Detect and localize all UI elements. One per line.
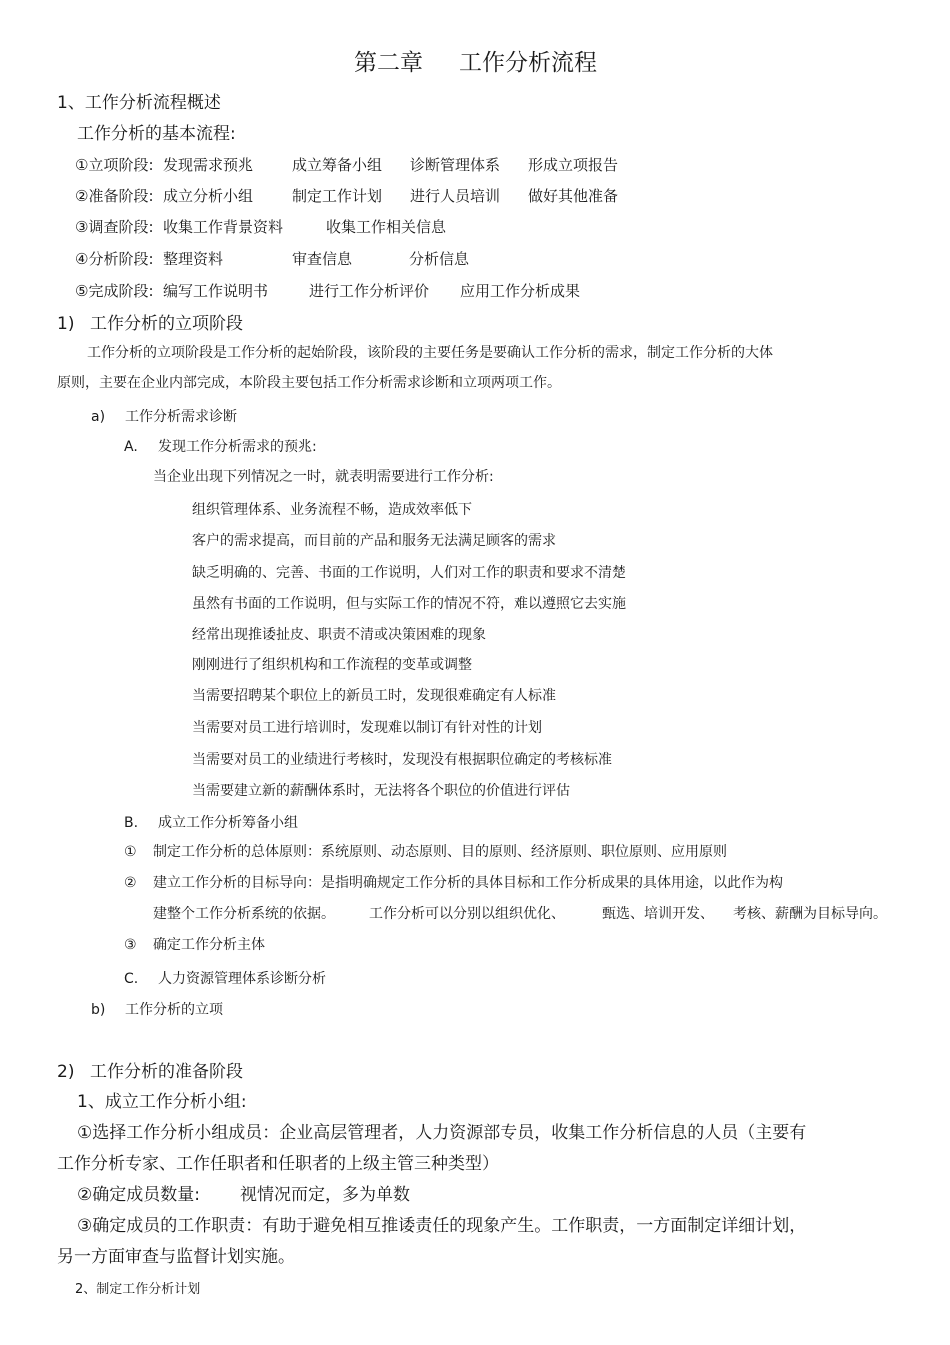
intro-paragraph-line: 原则，主要在企业内部完成，本阶段主要包括工作分析需求诊断和立项两项工作。 xyxy=(57,375,561,391)
stage-step: 整理资料 xyxy=(163,250,224,268)
list-marker: ③ xyxy=(124,937,137,953)
symptom-item: 当需要招聘某个职位上的新员工时，发现很难确定有人标准 xyxy=(192,688,556,704)
stage-label: ②准备阶段: xyxy=(75,187,154,205)
chapter-number: 第二章 xyxy=(354,50,423,76)
part-marker: 2) xyxy=(57,1062,75,1082)
symptom-item: 客户的需求提高，而目前的产品和服务无法满足顾客的需求 xyxy=(192,533,556,549)
stage-step: 进行工作分析评价 xyxy=(309,282,430,300)
stage-step: 发现需求预兆 xyxy=(163,156,254,174)
intro-paragraph-line: 工作分析的立项阶段是工作分析的起始阶段，该阶段的主要任务是要确认工作分析的需求，制定工作分析的大体 xyxy=(87,345,773,361)
stage-label: ③调查阶段: xyxy=(75,218,154,236)
stage-step: 审查信息 xyxy=(292,250,353,268)
part-marker: 1) xyxy=(57,314,75,334)
list-item-continuation: 建整个工作分析系统的依据。 xyxy=(153,906,335,922)
list-marker: C. xyxy=(124,971,139,987)
lead-sentence: 当企业出现下列情况之一时，就表明需要进行工作分析: xyxy=(153,469,494,485)
stage-step: 形成立项报告 xyxy=(528,156,619,174)
subsection-heading: 1、成立工作分析小组: xyxy=(77,1092,247,1112)
stage-step: 成立分析小组 xyxy=(163,187,254,205)
symptom-item: 当需要对员工的业绩进行考核时，发现没有根据职位确定的考核标准 xyxy=(192,752,612,768)
stage-step: 应用工作分析成果 xyxy=(460,282,581,300)
body-paragraph-line: ①选择工作分析小组成员：企业高层管理者，人力资源部专员，收集工作分析信息的人员（主要有 xyxy=(77,1123,807,1143)
list-marker: b) xyxy=(91,1002,106,1018)
stage-step: 制定工作计划 xyxy=(292,187,383,205)
list-item-continuation: 甄选、培训开发、 xyxy=(602,906,714,922)
basic-flow-label: 工作分析的基本流程: xyxy=(77,124,236,144)
list-marker: A. xyxy=(124,439,138,455)
stage-step: 编写工作说明书 xyxy=(163,282,269,300)
body-paragraph-line: ③确定成员的工作职责：有助于避免相互推诿责任的现象产生。工作职责，一方面制定详细计划， xyxy=(77,1216,807,1236)
list-marker: ② xyxy=(124,875,137,891)
stage-label: ①立项阶段: xyxy=(75,156,154,174)
body-paragraph-label: ②确定成员数量: xyxy=(77,1185,200,1205)
body-paragraph-line: 工作分析专家、工作任职者和任职者的上级主管三种类型） xyxy=(57,1154,499,1174)
symptom-item: 缺乏明确的、完善、书面的工作说明，人们对工作的职责和要求不清楚 xyxy=(192,565,626,581)
list-item-text: 成立工作分析筹备小组 xyxy=(158,815,298,831)
stage-label: ⑤完成阶段: xyxy=(75,282,154,300)
stage-step: 进行人员培训 xyxy=(410,187,501,205)
stage-step: 收集工作相关信息 xyxy=(326,218,447,236)
chapter-name: 工作分析流程 xyxy=(459,50,597,76)
stage-step: 收集工作背景资料 xyxy=(163,218,284,236)
symptom-item: 当需要建立新的薪酬体系时，无法将各个职位的价值进行评估 xyxy=(192,783,570,799)
body-paragraph-line: 视情况而定，多为单数 xyxy=(240,1185,410,1205)
part-heading: 工作分析的立项阶段 xyxy=(90,314,243,334)
list-item-text: 确定工作分析主体 xyxy=(153,937,265,953)
list-marker: B. xyxy=(124,815,139,831)
subsection-heading: 2、制定工作分析计划 xyxy=(75,1282,201,1297)
list-item-text: 建立工作分析的目标导向：是指明确规定工作分析的具体目标和工作分析成果的具体用途，以此作为构 xyxy=(153,875,783,891)
stage-label: ④分析阶段: xyxy=(75,250,154,268)
part-heading: 工作分析的准备阶段 xyxy=(90,1062,243,1082)
stage-step: 成立筹备小组 xyxy=(292,156,383,174)
symptom-item: 当需要对员工进行培训时，发现难以制订有针对性的计划 xyxy=(192,720,542,736)
list-marker: a) xyxy=(91,409,106,425)
section-heading: 1、工作分析流程概述 xyxy=(57,93,221,113)
symptom-item: 刚刚进行了组织机构和工作流程的变革或调整 xyxy=(192,657,472,673)
stage-step: 诊断管理体系 xyxy=(410,156,501,174)
symptom-item: 经常出现推诿扯皮、职责不清或决策困难的现象 xyxy=(192,627,486,643)
list-item-text: 人力资源管理体系诊断分析 xyxy=(158,971,326,987)
list-marker: ① xyxy=(124,844,137,860)
stage-step: 分析信息 xyxy=(409,250,470,268)
chapter-title xyxy=(354,52,597,75)
symptom-item: 虽然有书面的工作说明，但与实际工作的情况不符，难以遵照它去实施 xyxy=(192,596,626,612)
list-item-continuation: 考核、薪酬为目标导向。 xyxy=(733,906,887,922)
symptom-item: 组织管理体系、业务流程不畅，造成效率低下 xyxy=(192,502,472,518)
body-paragraph-line: 另一方面审查与监督计划实施。 xyxy=(57,1247,295,1267)
list-item-text: 制定工作分析的总体原则：系统原则、动态原则、目的原则、经济原则、职位原则、应用原则 xyxy=(153,844,727,860)
list-item-text: 发现工作分析需求的预兆: xyxy=(158,439,317,455)
list-item-text: 工作分析的立项 xyxy=(125,1002,223,1018)
list-item-text: 工作分析需求诊断 xyxy=(125,409,237,425)
stage-step: 做好其他准备 xyxy=(528,187,619,205)
list-item-continuation: 工作分析可以分别以组织优化、 xyxy=(369,906,565,922)
